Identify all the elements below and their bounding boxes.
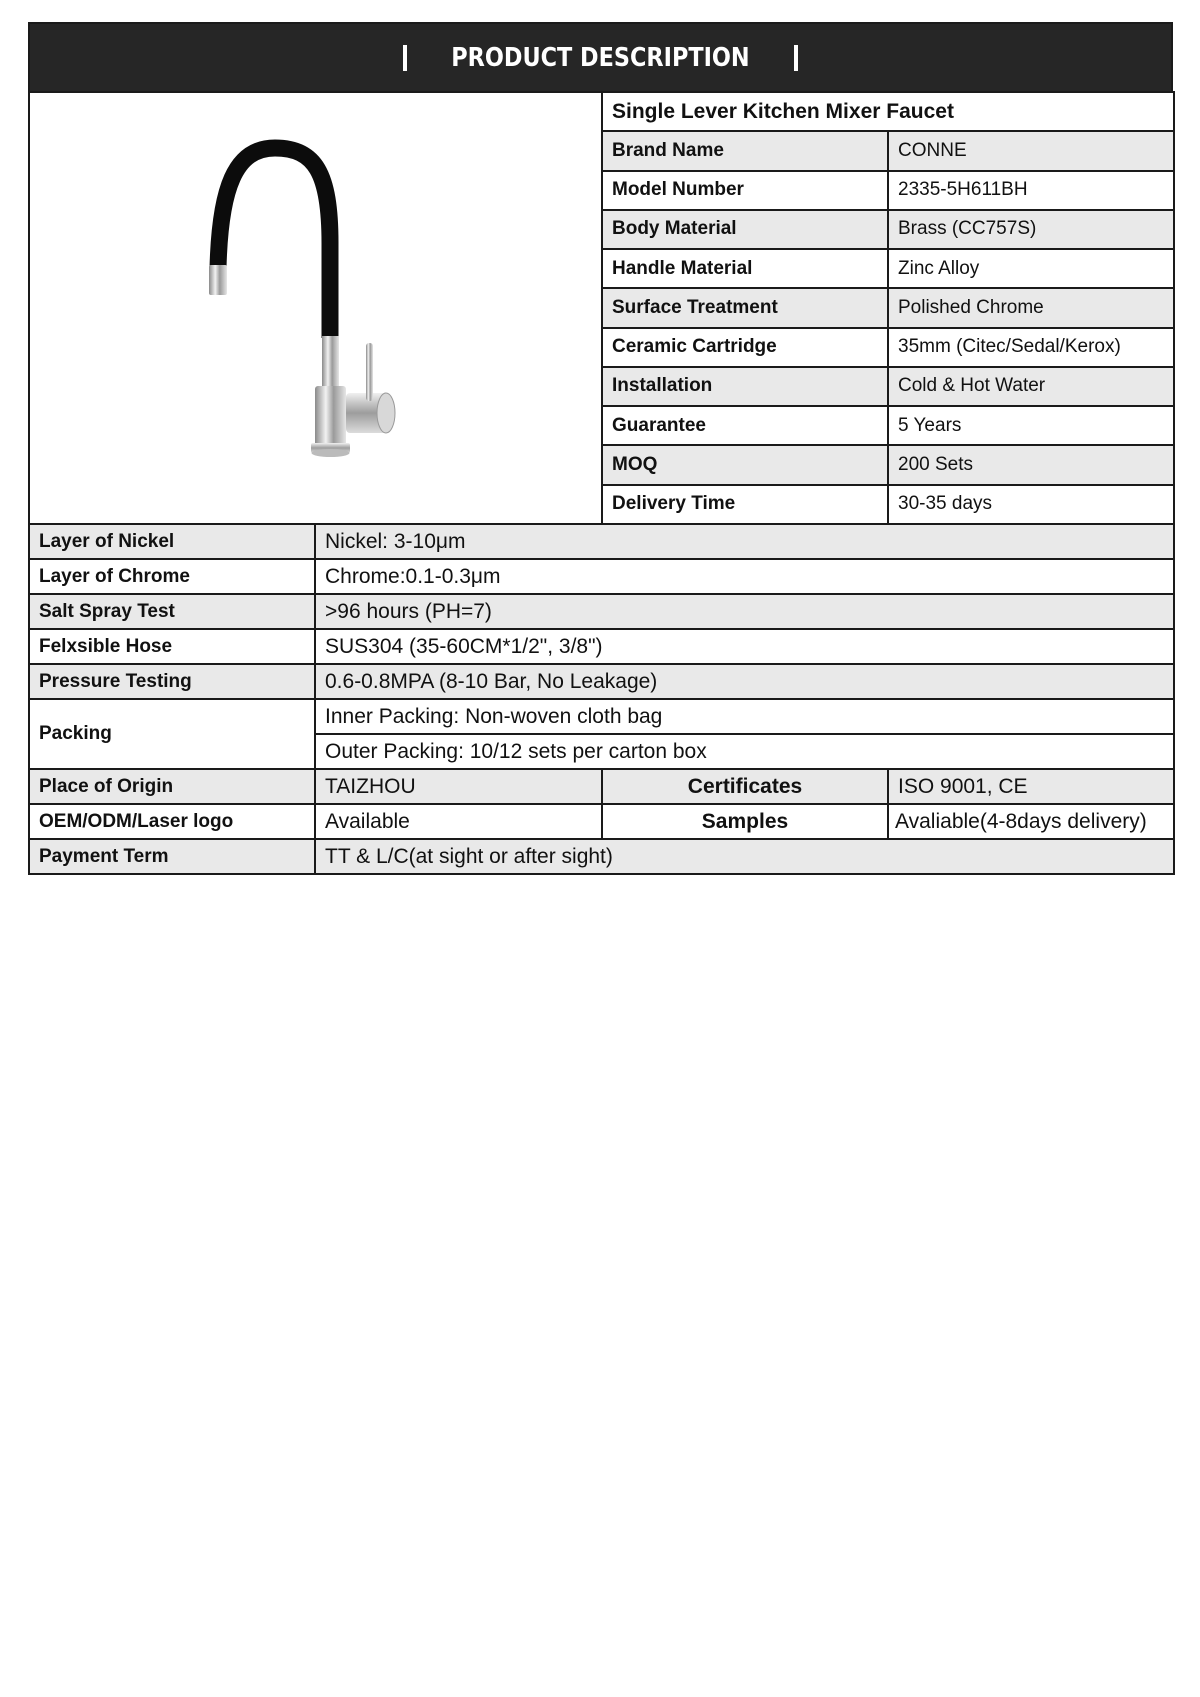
spec-value: 200 Sets — [888, 445, 1174, 484]
spec-value: 5 Years — [888, 406, 1174, 445]
product-sheet — [28, 22, 1173, 875]
spec-label: Guarantee — [602, 406, 888, 445]
samples-value: Avaliable(4-8days delivery) — [888, 804, 1174, 839]
certificates-value: ISO 9001, CE — [888, 769, 1174, 804]
spec-table — [28, 91, 1175, 875]
product-image-cell — [29, 92, 602, 524]
spec-value: 2335-5H611BH — [888, 171, 1174, 210]
spec-label: MOQ — [602, 445, 888, 484]
spec-label: Installation — [602, 367, 888, 406]
spec-value: Zinc Alloy — [888, 249, 1174, 288]
detail-label: Layer of Chrome — [29, 559, 315, 594]
payment-value: TT & L/C(at sight or after sight) — [315, 839, 1174, 874]
origin-value: TAIZHOU — [315, 769, 602, 804]
header-bar-left — [403, 45, 407, 71]
spec-label: Surface Treatment — [602, 288, 888, 327]
detail-label: Layer of Nickel — [29, 524, 315, 559]
spec-label: Handle Material — [602, 249, 888, 288]
detail-label: Felxsible Hose — [29, 629, 315, 664]
kitchen-faucet-icon — [30, 93, 600, 523]
spec-label: Brand Name — [602, 131, 888, 170]
header-title: PRODUCT DESCRIPTION — [451, 42, 750, 73]
detail-value: Nickel: 3-10μm — [315, 524, 1174, 559]
packing-outer: Outer Packing: 10/12 sets per carton box — [315, 734, 1174, 769]
detail-value: 0.6-0.8MPA (8-10 Bar, No Leakage) — [315, 664, 1174, 699]
packing-label: Packing — [29, 699, 315, 769]
header-banner — [28, 22, 1173, 91]
origin-label: Place of Origin — [29, 769, 315, 804]
oem-label: OEM/ODM/Laser logo — [29, 804, 315, 839]
spec-label: Delivery Time — [602, 485, 888, 524]
detail-value: Chrome:0.1-0.3μm — [315, 559, 1174, 594]
spec-value: Brass (CC757S) — [888, 210, 1174, 249]
spec-value: 30-35 days — [888, 485, 1174, 524]
spec-label: Ceramic Cartridge — [602, 328, 888, 367]
spec-value: Polished Chrome — [888, 288, 1174, 327]
oem-value: Available — [315, 804, 602, 839]
detail-label: Salt Spray Test — [29, 594, 315, 629]
certificates-label: Certificates — [602, 769, 888, 804]
detail-value: >96 hours (PH=7) — [315, 594, 1174, 629]
spec-label: Model Number — [602, 171, 888, 210]
detail-label: Pressure Testing — [29, 664, 315, 699]
spec-value: Cold & Hot Water — [888, 367, 1174, 406]
header-bar-right — [794, 45, 798, 71]
spec-label: Body Material — [602, 210, 888, 249]
product-name: Single Lever Kitchen Mixer Faucet — [602, 92, 1174, 131]
payment-label: Payment Term — [29, 839, 315, 874]
packing-inner: Inner Packing: Non-woven cloth bag — [315, 699, 1174, 734]
spec-value: CONNE — [888, 131, 1174, 170]
spec-value: 35mm (Citec/Sedal/Kerox) — [888, 328, 1174, 367]
detail-value: SUS304 (35-60CM*1/2", 3/8") — [315, 629, 1174, 664]
samples-label: Samples — [602, 804, 888, 839]
